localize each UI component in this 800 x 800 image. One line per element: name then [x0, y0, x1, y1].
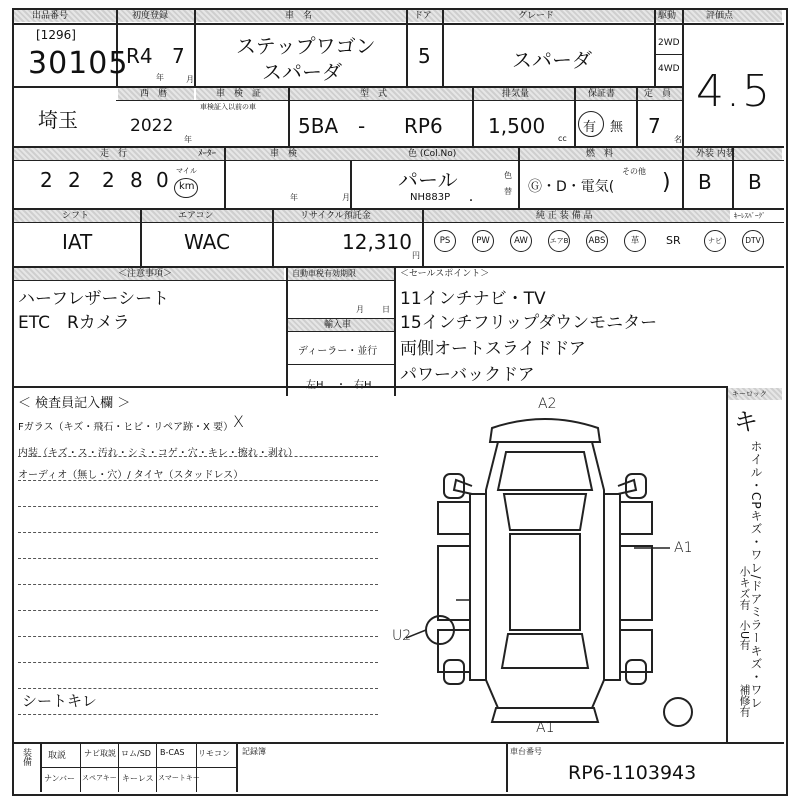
header-keys: ｷｰﾚｽﾊﾞｰｸﾞ — [734, 212, 766, 220]
bottom-chassis-label: 車台番号 — [510, 747, 542, 756]
import-left: 左H — [306, 380, 324, 391]
equip-sr: SR — [666, 234, 681, 247]
header-drive: 駆動 — [658, 11, 677, 21]
color-repaint: 色替 — [504, 171, 512, 196]
color-code: NH883P — [410, 192, 451, 203]
mileage-digit: 2 — [68, 168, 81, 192]
score-value: 4.5 — [696, 66, 772, 117]
drive-2wd: 2WD — [658, 38, 680, 48]
first-reg-era-unit: 年 — [156, 73, 164, 82]
region-value: 埼玉 — [38, 108, 78, 132]
ext-grade: B — [698, 170, 712, 194]
mileage-digit: 0 — [156, 168, 169, 192]
header-notes: ＜注意事項＞ — [118, 269, 173, 279]
mileage-digit: 2 — [40, 168, 53, 192]
inspection-month-unit: 月 — [342, 193, 350, 202]
equip-aw: AW — [510, 230, 532, 252]
recycle-value: 12,310 — [342, 230, 412, 254]
sales-point-3: 両側オートスライドドア — [400, 339, 586, 359]
equip-airbag: エアB — [548, 230, 570, 252]
mileage-unit-mile: マイル — [176, 167, 197, 175]
header-car-name: 車 名 — [285, 11, 313, 21]
import-right: 右H — [354, 380, 372, 391]
header-displacement: 排気量 — [502, 89, 530, 99]
header-history: 自動車税有効期限 — [292, 269, 356, 278]
notes-line-1: ハーフレザーシート — [18, 289, 170, 309]
bottom-label-plate: ナンバー — [44, 774, 76, 783]
sales-point-2: 15インチフリップダウンモニター — [400, 313, 658, 333]
import-dealer: ディーラー・並行 — [298, 346, 378, 357]
model-year-value: 2022 — [130, 116, 174, 136]
header-mileage-unit: ﾒｰﾀｰ — [198, 149, 217, 159]
model-type-dash: - — [358, 114, 366, 138]
header-recycle: リサイクル預託金 — [300, 211, 371, 221]
sales-point-4: パワーバックドア — [400, 365, 535, 385]
header-shift: シフト — [62, 211, 90, 221]
fuel-other: その他 — [622, 167, 646, 176]
header-fuel: 燃 料 — [586, 149, 614, 159]
equip-ps: PS — [434, 230, 456, 252]
first-reg-month-unit: 月 — [186, 75, 194, 84]
warranty-yes: 有 — [583, 120, 597, 135]
inspector-title: ＜ 検査員記入欄 ＞ — [18, 396, 131, 411]
bottom-label-manual: 取説 — [48, 751, 67, 761]
inspection-year-unit: 年 — [290, 193, 298, 202]
lot-sub: [1296] — [36, 28, 76, 42]
damage-mark-a2-top: A2 — [538, 396, 557, 412]
damage-mark-u2: U2 — [392, 628, 412, 644]
right-strip-small-2: 小U有 — [738, 620, 751, 651]
warranty-no: 無 — [610, 120, 624, 135]
equip-navi: ナビ — [704, 230, 726, 252]
vehicle-inspection-note: 車検証入以前の車 — [200, 103, 256, 111]
mileage-digit: 8 — [130, 168, 143, 192]
chassis-number: RP6-1103943 — [568, 762, 697, 784]
capacity-value: 7 — [648, 114, 661, 138]
displacement-value: 1,500 — [488, 114, 546, 138]
lot-number: 30105 — [28, 46, 129, 81]
right-strip-header: キーロック — [732, 390, 767, 398]
right-strip-small-1: 小キズ有 — [738, 566, 751, 610]
right-strip-small-3: 補修有 — [738, 684, 751, 717]
header-mileage: 走 行 — [100, 149, 128, 159]
grade-value: スパーダ — [512, 48, 592, 72]
header-model-year: 西 暦 — [140, 89, 168, 99]
header-lot: 出品番号 — [32, 11, 69, 21]
drive-4wd: 4WD — [658, 64, 680, 74]
bottom-recorded-label: 記録簿 — [242, 747, 266, 756]
header-first-reg: 初度登録 — [132, 11, 169, 21]
bottom-equip-mark: 装備 — [21, 748, 31, 766]
bottom-label-bcas: B-CAS — [160, 748, 185, 757]
tax-day: 日 — [382, 305, 390, 314]
handwritten-seat-tear: シートキレ — [22, 692, 97, 710]
doors-value: 5 — [418, 44, 431, 68]
equip-pw: PW — [472, 230, 494, 252]
header-warranty: 保証書 — [588, 89, 616, 99]
car-name-line2: スパーダ — [262, 60, 342, 84]
recycle-unit: 円 — [412, 251, 420, 260]
right-strip-key-mark: キ — [734, 408, 758, 436]
equip-abs: ABS — [586, 230, 608, 252]
model-type-prefix: 5BA — [298, 114, 339, 138]
model-year-unit: 年 — [184, 135, 192, 144]
inspector-x-mark: X — [233, 412, 244, 431]
inspector-line-1: Fガラス（キズ・飛石・ヒビ・リペア跡・X 要） — [18, 422, 234, 433]
shift-value: IAT — [62, 230, 93, 254]
bottom-label-smart-key: スマートキー — [158, 774, 200, 782]
damage-mark-a1-side: A1 — [674, 540, 693, 556]
bottom-label-spare-key: スペアキー — [82, 774, 117, 782]
header-import: 輸入車 — [324, 320, 352, 330]
header-sales: ＜セールスポイント＞ — [400, 269, 490, 279]
model-type-code: RP6 — [404, 114, 443, 138]
header-model-type: 型 式 — [360, 89, 388, 99]
header-ext-int: 外装 内装 — [696, 149, 735, 159]
header-score: 評価点 — [706, 11, 734, 21]
color-name: パール — [398, 168, 458, 192]
header-grade: グレード — [518, 11, 555, 21]
displacement-unit: cc — [558, 134, 567, 143]
header-inspection: 車 検 — [270, 149, 298, 159]
capacity-unit: 名 — [674, 135, 682, 144]
fuel-label: Ⓖ・D・電気( — [528, 179, 615, 195]
car-damage-diagram — [380, 390, 726, 740]
header-capacity: 定 員 — [644, 89, 672, 99]
bottom-label-navi-manual: ナビ取説 — [84, 749, 116, 758]
header-color: 色 (Col.No) — [408, 149, 457, 159]
first-reg-era: R4 — [126, 44, 153, 68]
header-doors: ドア — [414, 11, 432, 21]
bottom-label-remote: リモコン — [198, 749, 230, 758]
damage-mark-a1-bottom: A1 — [536, 720, 555, 736]
header-equipment: 純 正 装 備 品 — [536, 211, 593, 221]
bottom-label-keyless: キーレス — [122, 774, 154, 783]
equip-leather: 革 — [624, 230, 646, 252]
tax-month: 月 — [356, 305, 364, 314]
notes-line-2: ETC Rカメラ — [18, 313, 130, 333]
car-name-line1: ステップワゴン — [236, 34, 376, 58]
aircon-value: WAC — [184, 230, 230, 254]
int-grade: B — [748, 170, 762, 194]
first-reg-month: 7 — [172, 44, 185, 68]
equip-dtv: DTV — [742, 230, 764, 252]
bottom-label-rom-sd: ロム/SD — [121, 749, 151, 758]
right-strip-vertical-text: ホイル・CPキズ・ワレ/ドアミラーキズ・ワレ — [749, 440, 763, 710]
color-dot: ・ — [466, 196, 476, 207]
sales-point-1: 11インチナビ・TV — [400, 289, 546, 309]
mileage-digit: 2 — [102, 168, 115, 192]
fuel-close: ) — [662, 170, 671, 195]
inspector-line-2: 内装（キズ・ス・汚れ・シミ・コゲ・穴・キレ・擦れ・剥れ） — [18, 448, 298, 459]
import-dot: ・ — [336, 380, 346, 391]
header-aircon: エアコン — [178, 211, 214, 221]
header-vehicle-inspection: 車 検 証 — [216, 89, 262, 99]
mileage-unit-km: km — [179, 181, 195, 192]
inspector-line-3: オーディオ（無し・穴）/ タイヤ（スタッドレス） — [18, 470, 244, 481]
